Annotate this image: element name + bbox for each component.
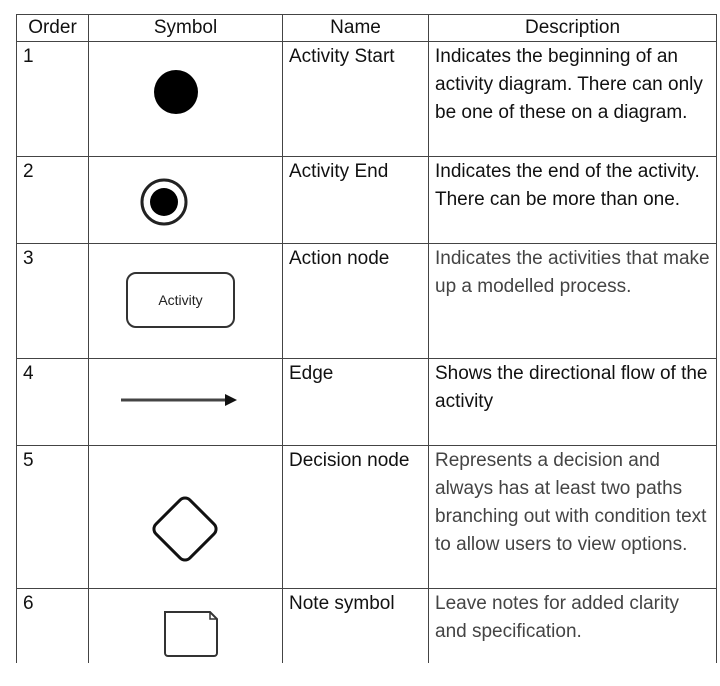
row-description: Represents a decision and always has at least two paths branching out with condition text to allow users to view options. bbox=[429, 446, 717, 589]
row-symbol bbox=[89, 359, 283, 446]
row-symbol bbox=[89, 42, 283, 157]
row-symbol bbox=[89, 157, 283, 244]
action-node-label: Activity bbox=[158, 292, 203, 308]
row-name: Action node bbox=[283, 244, 429, 359]
row-order: 5 bbox=[17, 446, 89, 589]
row-description: Indicates the activities that make up a modelled process. bbox=[429, 244, 717, 359]
row-name: Activity End bbox=[283, 157, 429, 244]
table-row bbox=[17, 244, 717, 359]
row-description: Indicates the end of the activity. There can be more than one. bbox=[429, 157, 717, 244]
row-name: Activity Start bbox=[283, 42, 429, 157]
header-order: Order bbox=[17, 15, 89, 42]
row-name: Decision node bbox=[283, 446, 429, 589]
activity-start-icon bbox=[95, 43, 289, 155]
table-row bbox=[17, 42, 717, 157]
table-row bbox=[17, 446, 717, 589]
row-order: 6 bbox=[17, 589, 89, 664]
table-row bbox=[17, 589, 717, 664]
row-name: Note symbol bbox=[283, 589, 429, 664]
row-order: 4 bbox=[17, 359, 89, 446]
header-name: Name bbox=[283, 15, 429, 42]
edge-arrow-icon bbox=[95, 360, 289, 444]
note-icon bbox=[95, 590, 289, 662]
row-name: Edge bbox=[283, 359, 429, 446]
action-node-icon bbox=[95, 245, 289, 357]
row-order: 2 bbox=[17, 157, 89, 244]
row-description: Leave notes for added clarity and specification. bbox=[429, 589, 717, 664]
header-description: Description bbox=[429, 15, 717, 42]
table-header-row bbox=[17, 15, 717, 42]
row-symbol bbox=[89, 446, 283, 589]
decision-diamond-icon bbox=[95, 447, 289, 587]
table-row bbox=[17, 359, 717, 446]
row-description: Indicates the beginning of an activity diagram. There can only be one of these on a diagram. bbox=[429, 42, 717, 157]
row-order: 1 bbox=[17, 42, 89, 157]
uml-symbols-table bbox=[16, 14, 717, 663]
uml-symbols-document bbox=[16, 14, 717, 663]
header-symbol: Symbol bbox=[89, 15, 283, 42]
activity-end-icon bbox=[95, 158, 289, 242]
table-row bbox=[17, 157, 717, 244]
row-description: Shows the directional flow of the activity bbox=[429, 359, 717, 446]
row-symbol bbox=[89, 589, 283, 664]
row-symbol bbox=[89, 244, 283, 359]
row-order: 3 bbox=[17, 244, 89, 359]
